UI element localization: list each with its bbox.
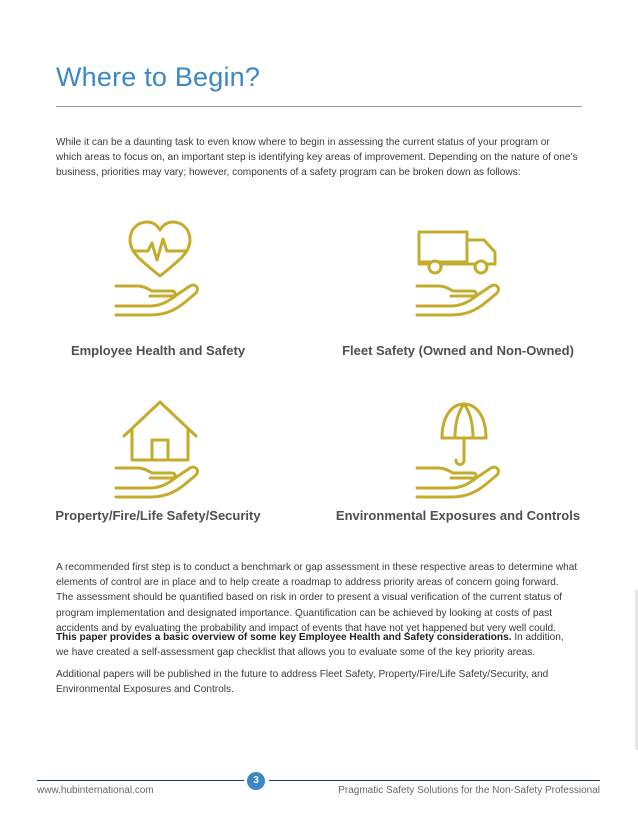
footer-website-link[interactable]: www.hubinternational.com bbox=[37, 785, 154, 796]
umbrella-hand-icon bbox=[405, 394, 505, 504]
title-divider bbox=[56, 106, 582, 107]
page-number-badge: 3 bbox=[247, 772, 265, 790]
area-label-environmental: Environmental Exposures and Controls bbox=[335, 508, 581, 523]
area-label-fleet-safety: Fleet Safety (Owned and Non-Owned) bbox=[342, 343, 574, 358]
footer-rule-left bbox=[37, 780, 244, 781]
overview-bold-text: This paper provides a basic overview of some key Employee Health and Safety considerations. bbox=[56, 632, 512, 643]
area-label-employee-health: Employee Health and Safety bbox=[70, 343, 246, 358]
overview-paragraph bbox=[56, 630, 578, 660]
footer-tagline: Pragmatic Safety Solutions for the Non-Safety Professional bbox=[338, 785, 600, 796]
additional-papers-paragraph: Additional papers will be published in the future to address Fleet Safety, Property/Fire/Life Safety/Security, and Environmental Exposures and Controls. bbox=[56, 669, 549, 696]
footer-rule-right bbox=[269, 780, 600, 781]
overview-text: In addition, we have created a self-assessment gap checklist that allows you to evaluate some of the key priority areas. bbox=[56, 632, 564, 659]
page-title: Where to Begin? bbox=[56, 62, 261, 92]
area-label-property-fire: Property/Fire/Life Safety/Security bbox=[55, 508, 261, 523]
intro-paragraph: While it can be a daunting task to even know where to begin in assessing the current status of your program or which areas to focus on, an important step is identifying key areas of improvement. Depending on the nature of one’s business, priorities may vary; however, components of a safety program can be broken down as follows: bbox=[56, 137, 578, 179]
recommendation-paragraph: A recommended first step is to conduct a benchmark or gap assessment in these respective areas to determine what elements of control are in place and to help create a roadmap to address priority areas of concern going forward. The assessment should be quantified based on risk in order to present a visual verification of the current status of program implementation and designated importance. Quantification can be achieved by looking at costs of past accidents and by evaluating the probability and impact of events that have not yet happened but very well could. bbox=[56, 562, 578, 634]
heart-hand-icon bbox=[110, 214, 210, 324]
house-hand-icon bbox=[110, 394, 210, 504]
truck-hand-icon bbox=[405, 214, 505, 324]
